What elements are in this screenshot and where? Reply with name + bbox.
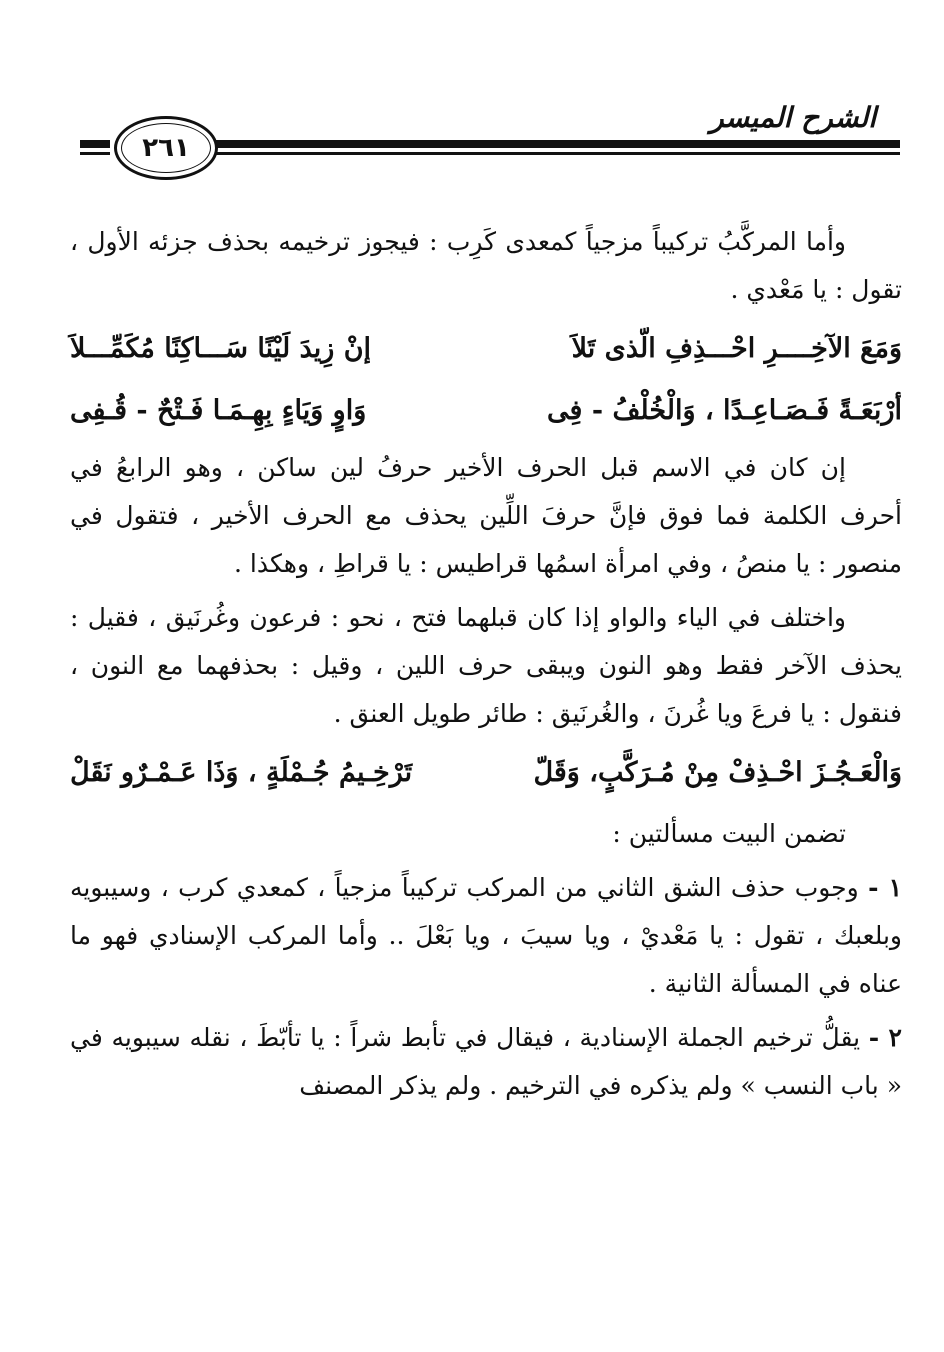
header-rule-thick — [200, 140, 900, 148]
verse-first-hemistich: أرْبَعَـةً فَـصَـاعِـدًا ، وَالْخُلْفُ - فِى — [547, 395, 902, 426]
paragraph-soft-letter: إن كان في الاسم قبل الحرف الأخير حرفُ لين ساكن ، وهو الرابعُ في أحرف الكلمة فما فوق فإنَّ حرفَ اللِّين يحذف مع الحرف الأخير ، فتقول في منصور : يا منصُ ، وفي امرأة اسمُها قراطيس : يا قراطِ ، وهكذا . — [70, 453, 902, 578]
verse-line — [70, 320, 902, 378]
verse-line — [70, 382, 902, 440]
verse-second-hemistich: تَرْخِـيمُ جُـمْلَةٍ ، وَذَا عَـمْـرٌو نَقَلْ — [70, 757, 413, 788]
header-rule-left — [80, 140, 110, 158]
page-body — [70, 218, 902, 1116]
header-rule-left-thin — [80, 152, 110, 155]
section-label: تضمن البيت مسألتين : — [612, 819, 846, 848]
item-text: وجوب حذف الشق الثاني من المركب تركيباً مزجياً ، كمعدي كرب ، وسيبويه وبلعبك ، تقول : يا مَعْديْ ، ويا سيبَ ، ويا بَعْلَ .. وأما المركب الإسنادي فهو ما عناه في المسألة الثانية . — [70, 873, 903, 998]
verse-first-hemistich: وَالْعَـجُـزَ احْـذِفْ مِنْ مُـرَكَّبٍ، وَقَلّ — [533, 757, 902, 788]
item-number: ٢ - — [868, 1023, 902, 1052]
paragraph-compound-intro: وأما المركَّبُ تركيباً مزجياً كمعدى كَرِب : فيجوز ترخيمه بحذف جزئه الأول ، تقول : يا مَعْدي . — [70, 227, 902, 304]
numbered-item — [70, 864, 902, 1008]
verse-line — [70, 744, 902, 802]
verse-first-hemistich: وَمَعَ الآخِــــرِ احْـــذِفِ الّذى تَلاَ — [571, 333, 902, 364]
page-number-badge — [114, 116, 218, 180]
page-number: ٢٦١ — [121, 123, 211, 173]
numbered-item — [70, 1014, 902, 1110]
verse-second-hemistich: وَاوٍ وَيَاءٍ بِهِـمَـا فَـتْحٌ - قُـفِى — [70, 395, 367, 426]
item-text: يقلُّ ترخيم الجملة الإسنادية ، فيقال في تأبط شراً : يا تأبّطَ ، نقله سيبويه في « باب النسب » ولم يذكره في الترخيم . ولم يذكر المصنف — [70, 1023, 902, 1100]
running-title: الشرح الميسر — [710, 101, 876, 134]
paragraph-disagreement: واختلف في الياء والواو إذا كان قبلهما فتح ، نحو : فرعون وغُرنَيق ، فقيل : يحذف الآخر فقط وهو النون ويبقى حرف اللين ، وقيل : بحذفهما مع النون ، فنقول : يا فرعَ ويا غُرنَ ، والغُرنَيق : طائر طويل العنق . — [70, 603, 902, 728]
page-header — [80, 98, 900, 188]
header-rule-left-thick — [80, 140, 110, 148]
header-rule-thin — [200, 152, 900, 155]
header-rule — [200, 140, 900, 158]
item-number: ١ - — [868, 873, 902, 902]
verse-second-hemistich: إنْ زِيدَ لَيْنًا سَـــاكِنًا مُكَمِّـــلاَ — [70, 333, 372, 364]
